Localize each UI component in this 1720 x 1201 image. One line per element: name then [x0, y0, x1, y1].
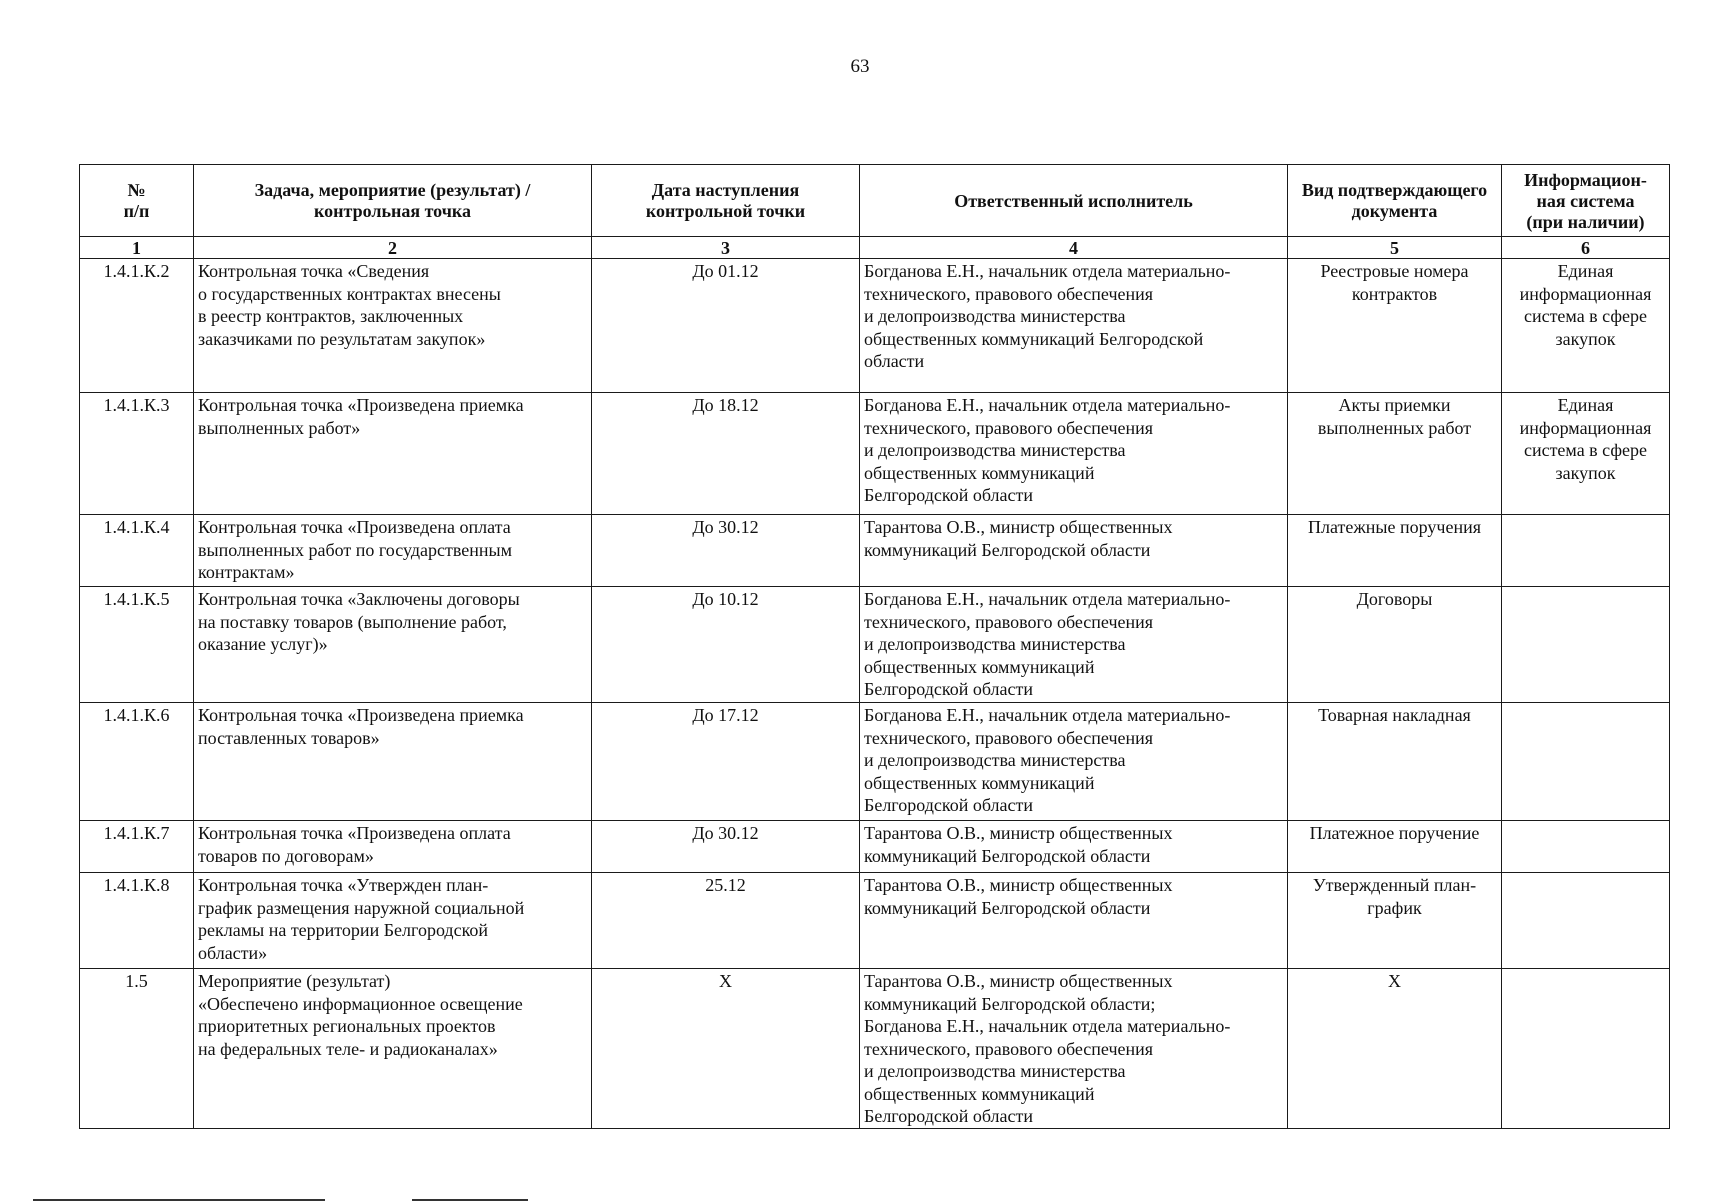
row-task: Контрольная точка «Произведена приемка поставленных товаров»	[194, 703, 592, 821]
row-date: До 30.12	[592, 515, 860, 587]
row-responsible: Тарантова О.В., министр общественных коммуникаций Белгородской области	[860, 821, 1288, 873]
header-date: Дата наступления контрольной точки	[592, 165, 860, 237]
table-row	[80, 703, 1670, 821]
row-task: Контрольная точка «Утвержден план- график размещения наружной социальной рекламы на территории Белгородской области»	[194, 873, 592, 969]
header-number: № п/п	[80, 165, 194, 237]
row-system	[1502, 587, 1670, 703]
row-document: Реестровые номера контрактов	[1288, 259, 1502, 393]
row-responsible: Тарантова О.В., министр общественных коммуникаций Белгородской области	[860, 515, 1288, 587]
column-number: 5	[1288, 237, 1502, 259]
row-responsible: Богданова Е.Н., начальник отдела материально- технического, правового обеспечения и делопроизводства министерства общественных коммуникаций Белгородской области	[860, 703, 1288, 821]
table-row	[80, 821, 1670, 873]
control-points-table	[79, 164, 1670, 1129]
row-system	[1502, 821, 1670, 873]
column-number: 1	[80, 237, 194, 259]
table-row	[80, 873, 1670, 969]
row-document: Х	[1288, 969, 1502, 1129]
row-number: 1.4.1.К.7	[80, 821, 194, 873]
column-number: 3	[592, 237, 860, 259]
row-number: 1.4.1.К.5	[80, 587, 194, 703]
column-number-row	[80, 237, 1670, 259]
row-responsible: Богданова Е.Н., начальник отдела материально- технического, правового обеспечения и делопроизводства министерства общественных коммуникаций Белгородской области	[860, 259, 1288, 393]
row-document: Платежное поручение	[1288, 821, 1502, 873]
row-system: Единая информационная система в сфере закупок	[1502, 259, 1670, 393]
header-task: Задача, мероприятие (результат) / контрольная точка	[194, 165, 592, 237]
row-date: До 17.12	[592, 703, 860, 821]
row-system	[1502, 873, 1670, 969]
row-responsible: Тарантова О.В., министр общественных коммуникаций Белгородской области	[860, 873, 1288, 969]
row-document: Акты приемки выполненных работ	[1288, 393, 1502, 515]
row-system	[1502, 515, 1670, 587]
row-system	[1502, 969, 1670, 1129]
row-system	[1502, 703, 1670, 821]
page-number: 63	[850, 56, 870, 77]
row-document: Платежные поручения	[1288, 515, 1502, 587]
row-task: Контрольная точка «Заключены договоры на поставку товаров (выполнение работ, оказание услуг)»	[194, 587, 592, 703]
row-document: Утвержденный план- график	[1288, 873, 1502, 969]
table-row	[80, 587, 1670, 703]
header-system: Информацион- ная система (при наличии)	[1502, 165, 1670, 237]
row-date: До 10.12	[592, 587, 860, 703]
row-date: Х	[592, 969, 860, 1129]
row-number: 1.4.1.К.3	[80, 393, 194, 515]
row-task: Контрольная точка «Произведена приемка выполненных работ»	[194, 393, 592, 515]
row-number: 1.4.1.К.8	[80, 873, 194, 969]
row-date: До 18.12	[592, 393, 860, 515]
row-document: Договоры	[1288, 587, 1502, 703]
column-number: 6	[1502, 237, 1670, 259]
row-task: Контрольная точка «Сведения о государственных контрактах внесены в реестр контрактов, заключенных заказчиками по результатам закупок»	[194, 259, 592, 393]
header-responsible: Ответственный исполнитель	[860, 165, 1288, 237]
row-responsible: Богданова Е.Н., начальник отдела материально- технического, правового обеспечения и делопроизводства министерства общественных коммуникаций Белгородской области	[860, 393, 1288, 515]
row-number: 1.4.1.К.2	[80, 259, 194, 393]
row-responsible: Тарантова О.В., министр общественных коммуникаций Белгородской области; Богданова Е.Н., начальник отдела материально- технического, правового обеспечения и делопроизводства министерства общественных коммуникаций Белгородской области	[860, 969, 1288, 1129]
table-row	[80, 515, 1670, 587]
row-date: До 01.12	[592, 259, 860, 393]
row-number: 1.5	[80, 969, 194, 1129]
row-date: До 30.12	[592, 821, 860, 873]
row-task: Контрольная точка «Произведена оплата товаров по договорам»	[194, 821, 592, 873]
table-row	[80, 969, 1670, 1129]
table-row	[80, 259, 1670, 393]
row-responsible: Богданова Е.Н., начальник отдела материально- технического, правового обеспечения и делопроизводства министерства общественных коммуникаций Белгородской области	[860, 587, 1288, 703]
row-task: Мероприятие (результат) «Обеспечено информационное освещение приоритетных региональных проектов на федеральных теле- и радиоканалах»	[194, 969, 592, 1129]
row-date: 25.12	[592, 873, 860, 969]
table-header-row	[80, 165, 1670, 237]
row-task: Контрольная точка «Произведена оплата выполненных работ по государственным контрактам»	[194, 515, 592, 587]
row-number: 1.4.1.К.6	[80, 703, 194, 821]
row-number: 1.4.1.К.4	[80, 515, 194, 587]
column-number: 4	[860, 237, 1288, 259]
row-system: Единая информационная система в сфере закупок	[1502, 393, 1670, 515]
column-number: 2	[194, 237, 592, 259]
header-document: Вид подтверждающего документа	[1288, 165, 1502, 237]
table-row	[80, 393, 1670, 515]
row-document: Товарная накладная	[1288, 703, 1502, 821]
